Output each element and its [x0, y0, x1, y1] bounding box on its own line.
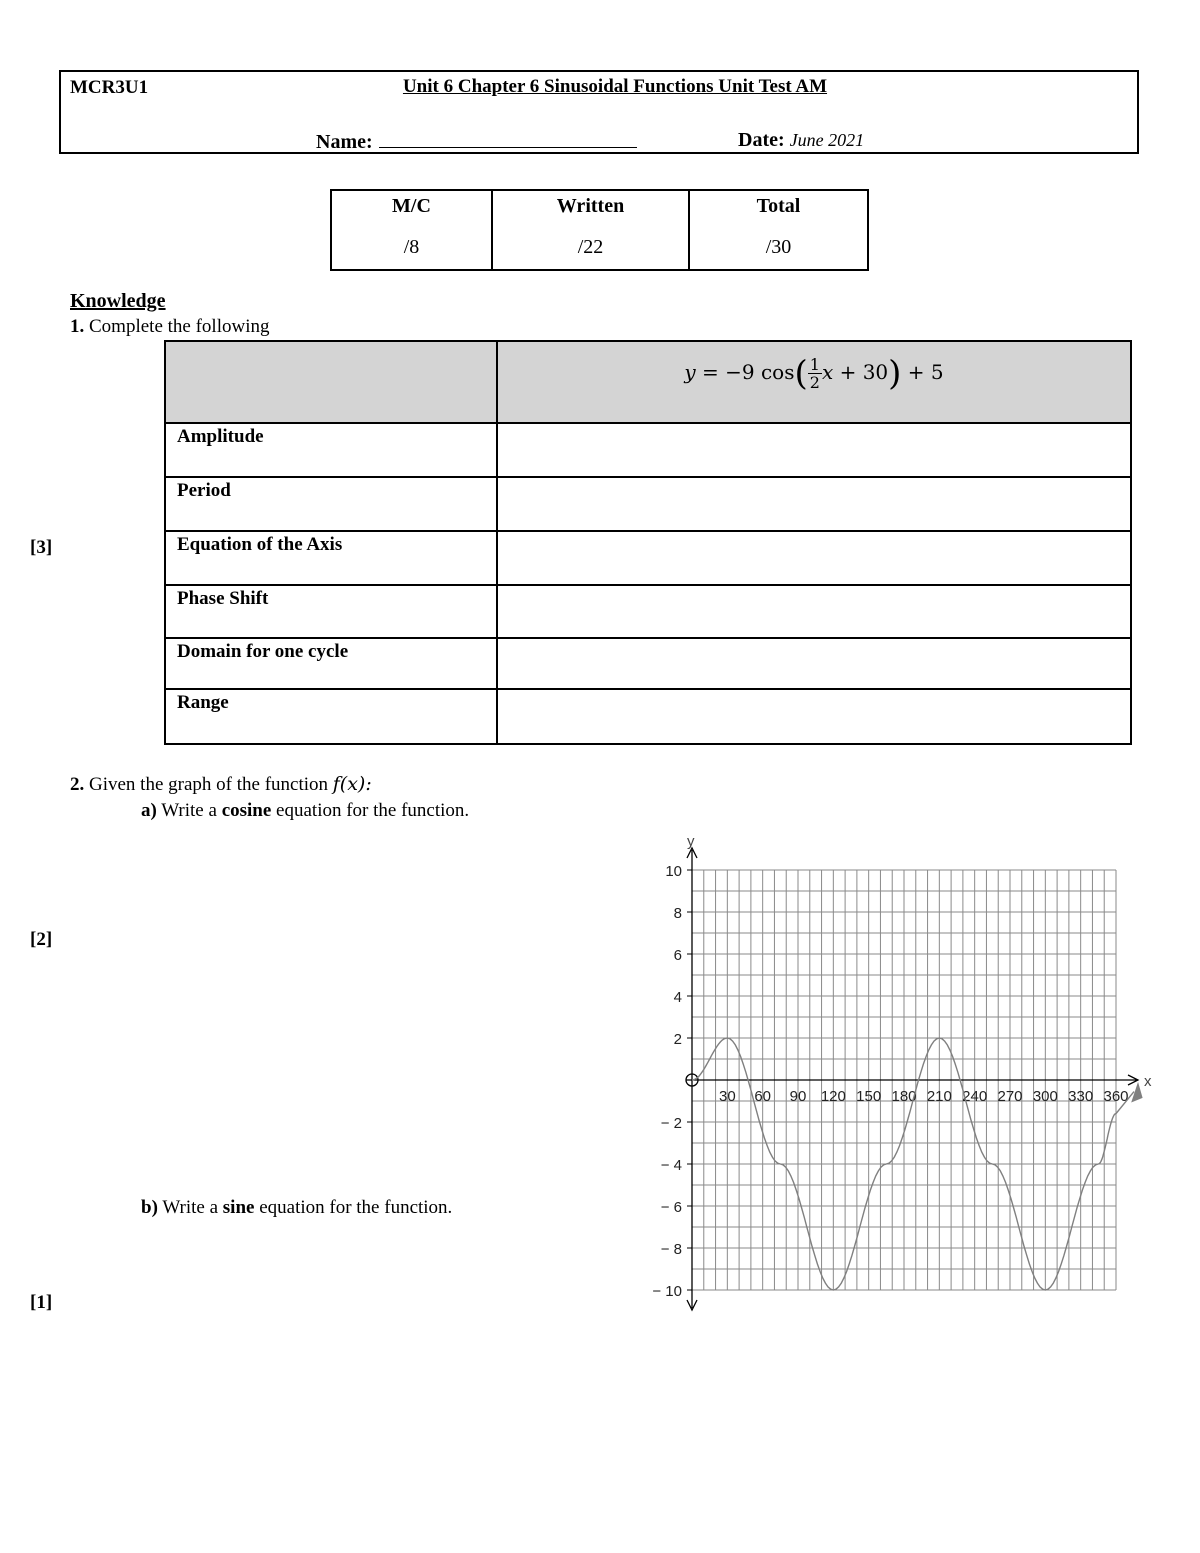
score-cell-written: Written /22 [492, 190, 689, 270]
properties-header-blank [165, 341, 497, 423]
row-label-domain: Domain for one cycle [165, 638, 497, 689]
y-tick-label: − 4 [660, 1157, 682, 1174]
score-table [330, 189, 869, 271]
y-tick-label: 4 [673, 989, 682, 1006]
properties-table [164, 340, 1132, 745]
x-tick-label: 240 [962, 1088, 988, 1105]
x-tick-label: 120 [820, 1088, 846, 1105]
sinusoid-graph [600, 828, 1160, 1318]
score-cell-total: Total /30 [689, 190, 868, 270]
question-2b: b) Write a sine equation for the function. [141, 1197, 453, 1218]
date-field: Date: June 2021 [738, 129, 865, 151]
mark-q2a: [2] [30, 929, 53, 950]
x-tick-label: 180 [891, 1088, 917, 1105]
x-tick-label: 300 [1032, 1088, 1058, 1105]
date-value: June 2021 [789, 130, 865, 150]
equation-header [497, 341, 1131, 423]
answer-amplitude[interactable] [497, 423, 1131, 477]
question-2-prompt: 2. Given the graph of the function f(x): [70, 773, 372, 795]
y-tick-label: − 10 [652, 1283, 682, 1300]
mark-q2b: [1] [30, 1292, 53, 1313]
y-tick-label: 8 [673, 905, 682, 922]
answer-domain[interactable] [497, 638, 1131, 689]
row-label-phase-shift: Phase Shift [165, 585, 497, 638]
row-label-period: Period [165, 477, 497, 531]
answer-range[interactable] [497, 689, 1131, 744]
answer-phase-shift[interactable] [497, 585, 1131, 638]
x-tick-label: 330 [1068, 1088, 1094, 1105]
row-label-amplitude: Amplitude [165, 423, 497, 477]
x-tick-label: 270 [997, 1088, 1023, 1105]
row-label-range: Range [165, 689, 497, 744]
question-2a: a) Write a cosine equation for the function. [141, 800, 470, 821]
x-tick-label: 90 [789, 1088, 807, 1105]
y-tick-label: − 8 [660, 1241, 682, 1258]
y-tick-label: − 2 [660, 1115, 682, 1132]
name-blank-line[interactable] [379, 129, 637, 148]
answer-period[interactable] [497, 477, 1131, 531]
y-tick-label: 10 [665, 863, 682, 880]
mark-q1: [3] [30, 537, 53, 558]
y-axis-label: y [687, 833, 695, 850]
score-cell-mc: M/C /8 [331, 190, 492, 270]
x-tick-label: 30 [718, 1088, 736, 1105]
section-heading: Knowledge [70, 290, 166, 312]
y-tick-label: 2 [673, 1031, 682, 1048]
x-axis-label: x [1144, 1073, 1152, 1090]
row-label-axis: Equation of the Axis [165, 531, 497, 585]
y-tick-label: − 6 [660, 1199, 682, 1216]
x-tick-label: 60 [754, 1088, 772, 1105]
course-code: MCR3U1 [70, 77, 149, 98]
x-tick-label: 360 [1103, 1088, 1129, 1105]
test-title: Unit 6 Chapter 6 Sinusoidal Functions Unit Test AM [402, 76, 828, 97]
x-tick-label: 210 [926, 1088, 952, 1105]
y-tick-label: 6 [673, 947, 682, 964]
x-tick-label: 150 [856, 1088, 882, 1105]
equation: y = −9 cos( $\frac{1}{2}$ x + 30) + 5 [684, 353, 944, 394]
answer-axis[interactable] [497, 531, 1131, 585]
question-1-prompt: 1. Complete the following [70, 316, 270, 337]
name-field[interactable]: Name: [316, 129, 637, 154]
